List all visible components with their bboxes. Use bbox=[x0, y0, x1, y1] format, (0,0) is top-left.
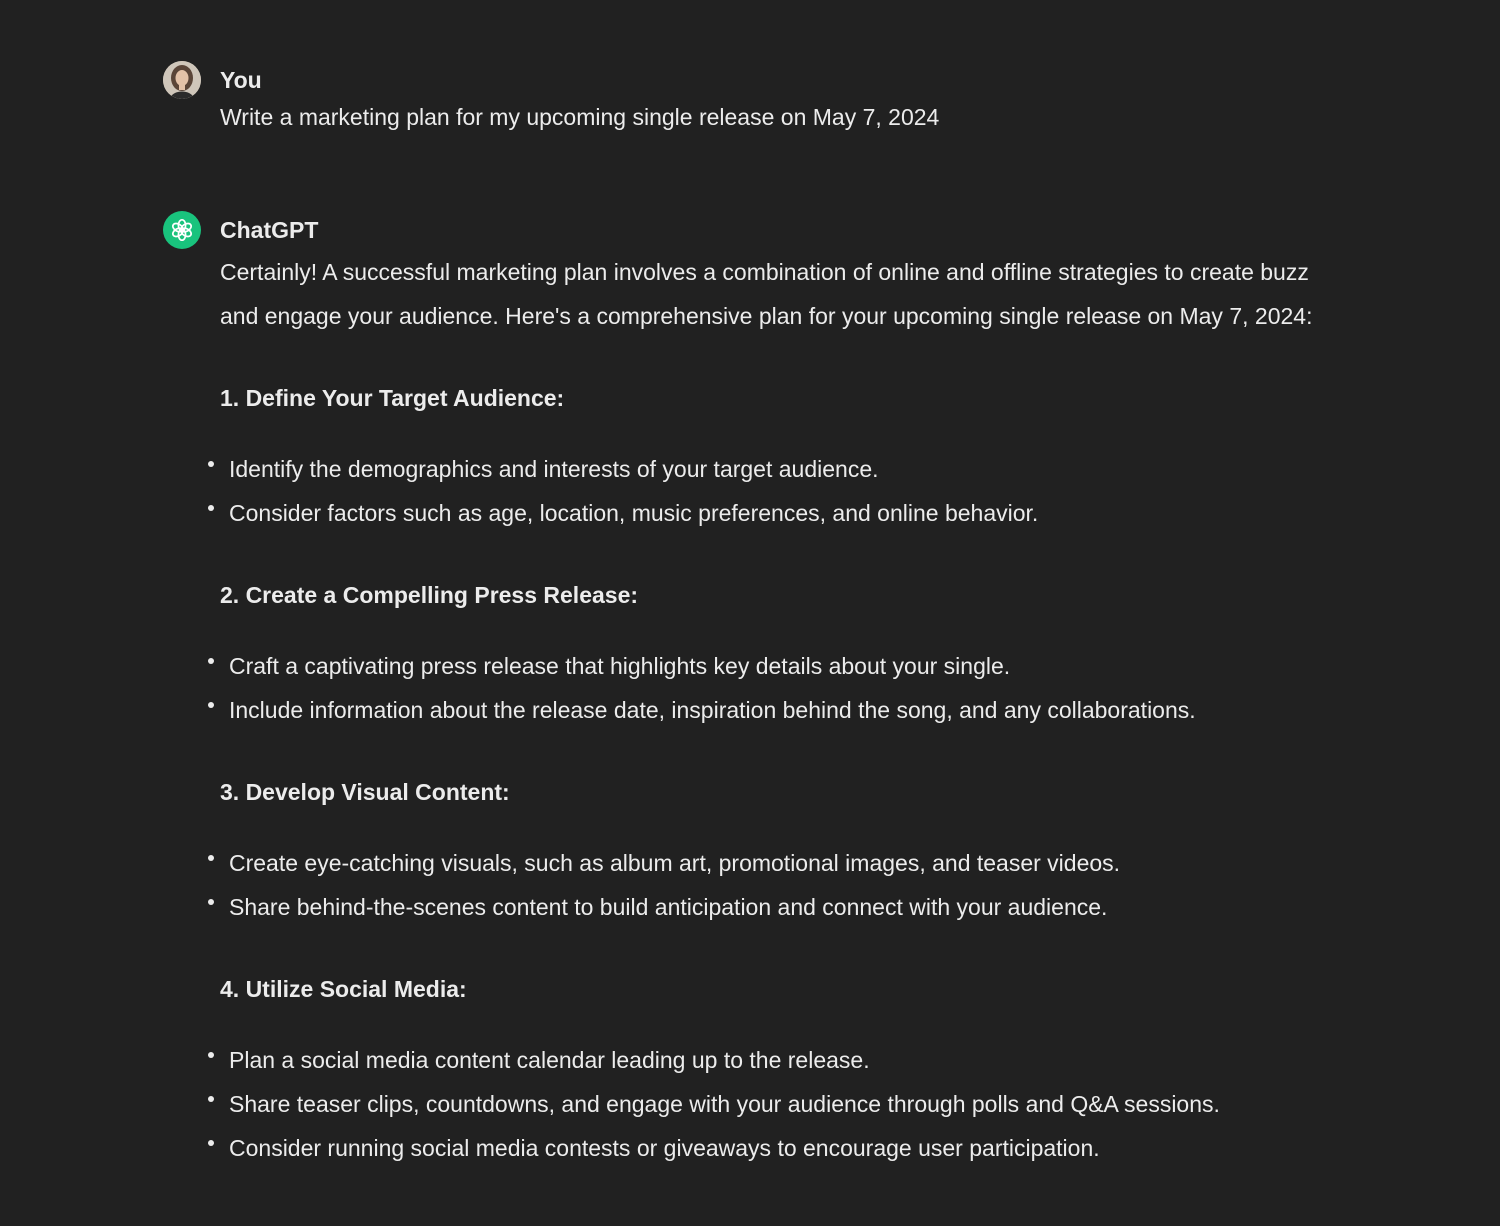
bullet-text: Share teaser clips, countdowns, and engage with your audience through polls and Q&A sessions. bbox=[229, 1091, 1220, 1117]
assistant-name: ChatGPT bbox=[220, 217, 319, 243]
bullet-text: Consider factors such as age, location, music preferences, and online behavior. bbox=[229, 500, 1039, 526]
bullet-list bbox=[220, 447, 1320, 535]
bullet-list bbox=[220, 1038, 1320, 1170]
bullet-text: Include information about the release date, inspiration behind the song, and any collaborations. bbox=[229, 697, 1196, 723]
bullet-dot-icon bbox=[208, 1140, 214, 1146]
assistant-message bbox=[163, 211, 1320, 1170]
bullet-dot-icon bbox=[208, 658, 214, 664]
assistant-avatar bbox=[163, 211, 201, 249]
bullet-text: Identify the demographics and interests of your target audience. bbox=[229, 456, 879, 482]
bullet-text: Create eye-catching visuals, such as album art, promotional images, and teaser videos. bbox=[229, 850, 1121, 876]
bullet-item bbox=[220, 885, 1320, 929]
user-avatar bbox=[163, 61, 201, 99]
section-title: 3. Develop Visual Content: bbox=[220, 779, 510, 805]
bullet-item bbox=[220, 841, 1320, 885]
section-title: 1. Define Your Target Audience: bbox=[220, 385, 565, 411]
plan-section-2 bbox=[220, 580, 1320, 732]
user-avatar-icon bbox=[163, 61, 201, 99]
bullet-item bbox=[220, 491, 1320, 535]
plan-section-3 bbox=[220, 777, 1320, 929]
bullet-list bbox=[220, 841, 1320, 929]
section-title: 4. Utilize Social Media: bbox=[220, 976, 467, 1002]
bullet-text: Consider running social media contests or giveaways to encourage user participation. bbox=[229, 1135, 1100, 1161]
user-message bbox=[163, 61, 1320, 135]
bullet-item bbox=[220, 1082, 1320, 1126]
bullet-item bbox=[220, 447, 1320, 491]
bullet-dot-icon bbox=[208, 461, 214, 467]
bullet-dot-icon bbox=[208, 505, 214, 511]
bullet-text: Craft a captivating press release that highlights key details about your single. bbox=[229, 653, 1011, 679]
assistant-intro-text: Certainly! A successful marketing plan involves a combination of online and offline strategies to create buzz and engage your audience. Here's a comprehensive plan for your upcoming single release on May 7, 2024: bbox=[220, 259, 1313, 329]
bullet-text: Plan a social media content calendar leading up to the release. bbox=[229, 1047, 870, 1073]
bullet-dot-icon bbox=[208, 855, 214, 861]
bullet-dot-icon bbox=[208, 1096, 214, 1102]
openai-logo-icon bbox=[169, 217, 195, 243]
plan-section-4 bbox=[220, 974, 1320, 1170]
bullet-item bbox=[220, 1038, 1320, 1082]
user-name: You bbox=[220, 67, 262, 93]
bullet-dot-icon bbox=[208, 702, 214, 708]
plan-section-1 bbox=[220, 383, 1320, 535]
bullet-item bbox=[220, 688, 1320, 732]
bullet-item bbox=[220, 644, 1320, 688]
bullet-item bbox=[220, 1126, 1320, 1170]
user-message-text: Write a marketing plan for my upcoming single release on May 7, 2024 bbox=[220, 104, 940, 130]
bullet-dot-icon bbox=[208, 899, 214, 905]
bullet-dot-icon bbox=[208, 1052, 214, 1058]
bullet-list bbox=[220, 644, 1320, 732]
bullet-text: Share behind-the-scenes content to build anticipation and connect with your audience. bbox=[229, 894, 1108, 920]
section-title: 2. Create a Compelling Press Release: bbox=[220, 582, 639, 608]
